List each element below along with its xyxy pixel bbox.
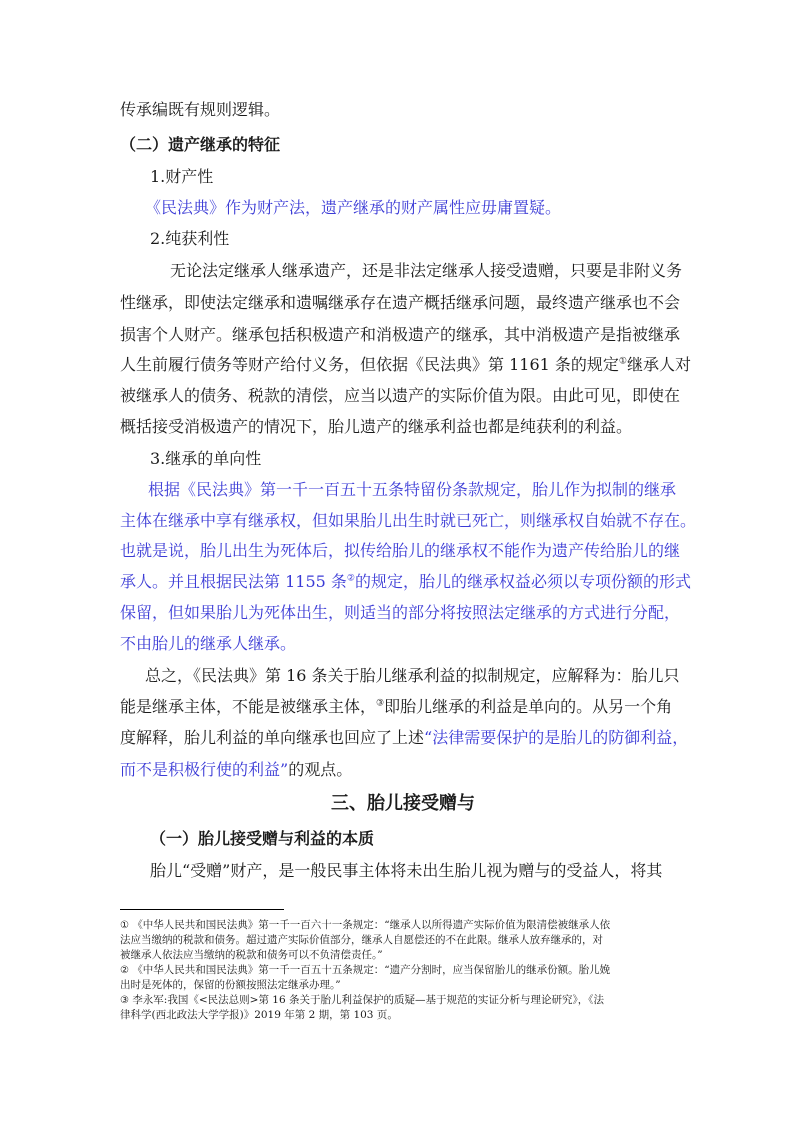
line-text: 度解释，胎儿利益的单向继承也回应了上述 (120, 728, 425, 747)
line-text: 承人。并且根据民法第 1155 条 (120, 572, 347, 591)
line-text: 即胎儿继承的利益是单向的。从另一个角 (384, 697, 673, 716)
line-text: 继承人对 (626, 355, 691, 374)
paragraph-line (120, 728, 688, 748)
line-text: 的规定，胎儿的继承权益必须以专项份额的形式 (354, 572, 691, 591)
footnote-2 (120, 963, 610, 978)
footnote-marker: ③ (120, 995, 129, 1006)
highlighted-line: 根据《民法典》第一千一百五十五条特留份条款规定，胎儿作为拟制的继承 (148, 480, 677, 499)
paragraph-line (120, 760, 352, 780)
footnote-marker: ② (120, 965, 129, 976)
list-item: 1.财产性 (150, 167, 214, 186)
chapter-heading: 三、胎儿接受赠与 (331, 793, 475, 814)
footnote-divider (120, 909, 284, 910)
footnote-marker: ① (120, 920, 129, 931)
paragraph-line (120, 355, 691, 375)
footnote-ref: ① (618, 356, 627, 367)
list-item: 3.继承的单向性 (150, 449, 262, 468)
footnote-text: 《中华人民共和国民法典》第一千一百六十一条规定：“继承人以所得遗产实际价值为限清偿被继承人依 (132, 919, 611, 931)
footnote-text: 被继承人依法应当缴纳的税款和债务可以不负清偿责任。” (120, 949, 383, 961)
quoted-text: 而不是积极行使的利益” (120, 760, 289, 779)
footnote-text: 李永军:我国《<民法总则>第 16 条关于胎儿利益保护的质疑—基于规范的实证分析与理论研究》，《法 (132, 994, 604, 1006)
paragraph-line: 胎儿“受赠”财产，是一般民事主体将未出生胎儿视为赠与的受益人，将其 (150, 861, 663, 880)
section-heading: （一）胎儿接受赠与利益的本质 (150, 829, 375, 848)
quoted-text: “法律需要保护的是胎儿的防御利益， (424, 728, 689, 747)
paragraph-line: 性继承，即使法定继承和遗嘱继承存在遗产概括继承问题，最终遗产继承也不会 (120, 293, 681, 312)
highlighted-line: 保留，但如果胎儿为死体出生，则适当的部分将按照法定继承的方式进行分配， (120, 603, 681, 622)
list-item: 2.纯获利性 (150, 229, 230, 248)
highlighted-line: 不由胎儿的继承人继承。 (120, 634, 297, 653)
highlighted-line: 主体在继承中享有继承权，但如果胎儿出生时就已死亡，则继承权自始就不存在。 (120, 511, 697, 530)
footnote-text: 出时是死体的，保留的份额按照法定继承办理。” (120, 979, 341, 991)
paragraph-line: 概括接受消极遗产的情况下，胎儿遗产的继承利益也都是纯获利的利益。 (120, 417, 633, 436)
highlighted-line: 《民法典》作为财产法，遗产继承的财产属性应毋庸置疑。 (145, 198, 562, 217)
footnote-text: 法应当缴纳的税款和债务。超过遗产实际价值部分，继承人自愿偿还的不在此限。继承人放弃继承的，对 (120, 934, 603, 946)
paragraph-line: 无论法定继承人继承遗产，还是非法定继承人接受遗赠，只要是非附义务 (170, 261, 683, 280)
paragraph-line: 损害个人财产。继承包括积极遗产和消极遗产的继承，其中消极遗产是指被继承 (120, 325, 681, 344)
footnote-ref: ② (346, 573, 355, 584)
line-text: 人生前履行债务等财产给付义务，但依据《民法典》第 1161 条的规定 (120, 355, 619, 374)
line-text: 的观点。 (288, 760, 353, 779)
footnote-3 (120, 993, 604, 1008)
footnote-1 (120, 918, 610, 933)
highlighted-line (120, 572, 691, 592)
line-text: 能是继承主体，不能是被继承主体， (120, 697, 377, 716)
paragraph-line: 传承编既有规则逻辑。 (120, 100, 281, 119)
footnote-text: 律科学(西北政法大学学报)》2019 年第 2 期，第 103 页。 (120, 1009, 398, 1021)
paragraph-line: 总之，《民法典》第 16 条关于胎儿继承利益的拟制规定，应解释为：胎儿只 (145, 666, 680, 685)
footnote-ref: ③ (376, 698, 385, 709)
footnote-text: 《中华人民共和国民法典》第一千一百五十五条规定：“遗产分割时，应当保留胎儿的继承份额。胎儿娩 (132, 964, 611, 976)
section-heading: （二）遗产继承的特征 (120, 135, 281, 154)
highlighted-line: 也就是说，胎儿出生为死体后，拟传给胎儿的继承权不能作为遗产传给胎儿的继 (120, 541, 681, 560)
paragraph-line (120, 697, 672, 717)
paragraph-line: 被继承人的债务、税款的清偿，应当以遗产的实际价值为限。由此可见，即使在 (120, 386, 681, 405)
